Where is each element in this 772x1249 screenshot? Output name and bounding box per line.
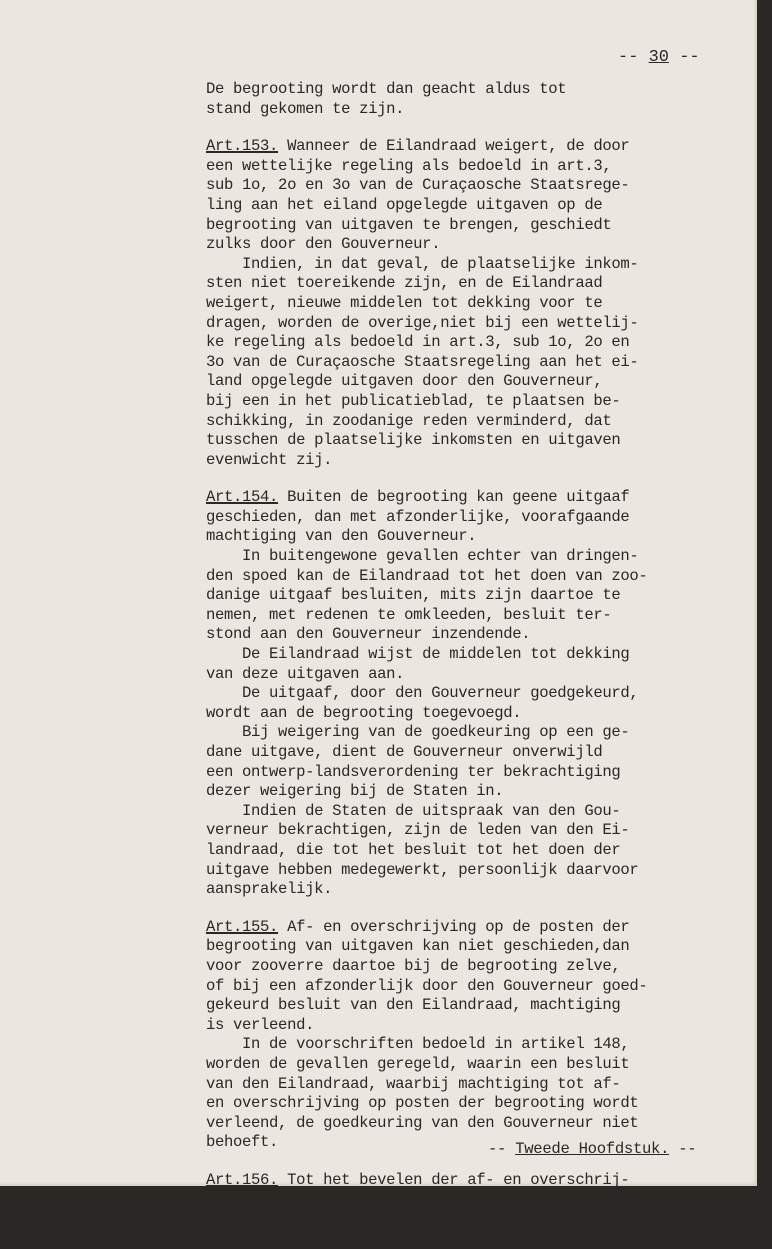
text-line: De begrooting wordt dan geacht aldus tot xyxy=(206,80,567,98)
text-line: aansprakelijk. xyxy=(206,880,333,899)
article-154 xyxy=(206,488,726,899)
text-line: begrooting van uitgaven kan niet geschieden,dan xyxy=(206,937,630,956)
text-line: sub 1o, 2o en 3o van de Curaçaosche Staatsrege- xyxy=(206,176,630,195)
chapter-title: Tweede Hoofdstuk. xyxy=(515,1140,670,1158)
article-153 xyxy=(206,137,726,470)
text-line: ling aan het eiland opgelegde uitgaven op de xyxy=(206,195,603,214)
article-first-line: Art.155. Af- en overschrijving op de posten der xyxy=(206,917,630,936)
text-line: De Eilandraad wijst de middelen tot dekking xyxy=(206,645,630,664)
text-line: of bij een afzonderlijk door den Gouverneur goed- xyxy=(206,976,648,995)
article-label: Art.153. xyxy=(206,137,279,156)
text-line: ke regeling als bedoeld in art.3, sub 1o, 2o en xyxy=(206,333,630,352)
intro-paragraph xyxy=(206,80,726,119)
text-line: voor zooverre daartoe bij de begrooting zelve, xyxy=(206,956,621,975)
text-line: elk geval de toestemming van den Eilandraad. xyxy=(206,1229,603,1248)
text-line: verneur bekrachtigen, zijn de leden van den Ei- xyxy=(206,821,630,840)
text-line: machtiging van den Gouverneur. xyxy=(206,527,477,546)
text-line: dezer weigering bij de Staten in. xyxy=(206,782,504,801)
article-first-line: Art.156. Tot het bevelen der af- en overschrij- xyxy=(206,1170,630,1189)
text-line: en overschrijving op posten der begrooting wordt xyxy=(206,1094,639,1113)
text-line: vingen, waartoe bij de begrooting machtiging word xyxy=(206,1190,648,1209)
text-line: zulks door den Gouverneur. xyxy=(206,235,441,254)
text-line: Indien de Staten de uitspraak van den Gou- xyxy=(206,801,621,820)
text-line: stand gekomen te zijn. xyxy=(206,99,405,118)
text-line: In buitengewone gevallen echter van dringen- xyxy=(206,547,639,566)
text-line: verleend, behooven Gezaghebber en Landraden in xyxy=(206,1210,621,1229)
text-line: gekeurd besluit van den Eilandraad, machtiging xyxy=(206,996,621,1015)
text-line: verleend, de goedkeuring van den Gouverneur niet xyxy=(206,1113,639,1132)
article-label: Art.155. xyxy=(206,917,279,936)
text-line: dane uitgave, dient de Gouverneur onverwijld xyxy=(206,743,603,761)
text-line: evenwicht zij. xyxy=(206,450,333,469)
text-line: tusschen de plaatselijke inkomsten en uitgaven xyxy=(206,431,621,450)
text-line: landraad, die tot het besluit tot het doen der xyxy=(206,840,621,859)
text-line: In de voorschriften bedoeld in artikel 148, xyxy=(206,1035,630,1054)
text-line: een ontwerp-landsverordening ter bekrachtiging xyxy=(206,762,621,781)
text-line: van deze uitgaven aan. xyxy=(206,664,405,683)
text-line: dragen, worden de overige,niet bij een wettelij- xyxy=(206,313,639,332)
text-line: bij een in het publicatieblad, te plaatsen be- xyxy=(206,391,621,410)
text-line: nemen, met redenen te omkleeden, besluit ter- xyxy=(206,605,612,624)
text-line: wordt aan de begrooting toegevoegd. xyxy=(206,703,522,722)
text-line: 3o van de Curaçaosche Staatsregeling aan het ei- xyxy=(206,352,639,371)
text-line: uitgave hebben medegewerkt, persoonlijk daarvoor xyxy=(206,860,639,879)
article-label: Art.156. xyxy=(206,1170,279,1189)
document-body xyxy=(206,80,726,1249)
text-line: De uitgaaf, door den Gouverneur goedgekeurd, xyxy=(206,684,639,703)
text-line: begrooting van uitgaven te brengen, geschiedt xyxy=(206,215,612,234)
article-label: Art.154. xyxy=(206,488,279,507)
page-number: -- 30 -- xyxy=(618,48,700,67)
text-line: sten niet toereikende zijn, en de Eilandraad xyxy=(206,274,603,293)
article-155 xyxy=(206,918,726,1153)
text-line: van den Eilandraad, waarbij machtiging tot af- xyxy=(206,1074,621,1093)
text-line: danige uitgaaf besluiten, mits zijn daartoe te xyxy=(206,586,621,605)
text-line: een wettelijke regeling als bedoeld in art.3, xyxy=(206,156,612,175)
article-156 xyxy=(206,1171,726,1249)
text-line: schikking, in zoodanige reden verminderd, dat xyxy=(206,411,612,430)
article-first-line: Art.154. Buiten de begrooting kan geene uitgaaf xyxy=(206,488,630,507)
text-line: land opgelegde uitgaven door den Gouverneur, xyxy=(206,372,603,391)
text-line: den spoed kan de Eilandraad tot het doen van zoo- xyxy=(206,566,648,585)
text-line: Indien, in dat geval, de plaatselijke inkom- xyxy=(206,254,639,273)
page-number-value: 30 xyxy=(648,48,670,67)
article-first-line: Art.153. Wanneer de Eilandraad weigert, de door xyxy=(206,137,630,156)
text-line: behoeft. xyxy=(206,1133,279,1152)
text-line: weigert, nieuwe middelen tot dekking voor te xyxy=(206,293,603,312)
next-chapter-heading: -- Tweede Hoofdstuk. -- xyxy=(488,1140,697,1158)
text-line: stond aan den Gouverneur inzendende. xyxy=(206,625,531,644)
text-line: is verleend. xyxy=(206,1015,315,1034)
text-line: worden de gevallen geregeld, waarin een besluit xyxy=(206,1054,630,1073)
text-line: Bij weigering van de goedkeuring op een ge- xyxy=(206,723,630,742)
text-line: geschieden, dan met afzonderlijke, voorafgaande xyxy=(206,507,630,526)
